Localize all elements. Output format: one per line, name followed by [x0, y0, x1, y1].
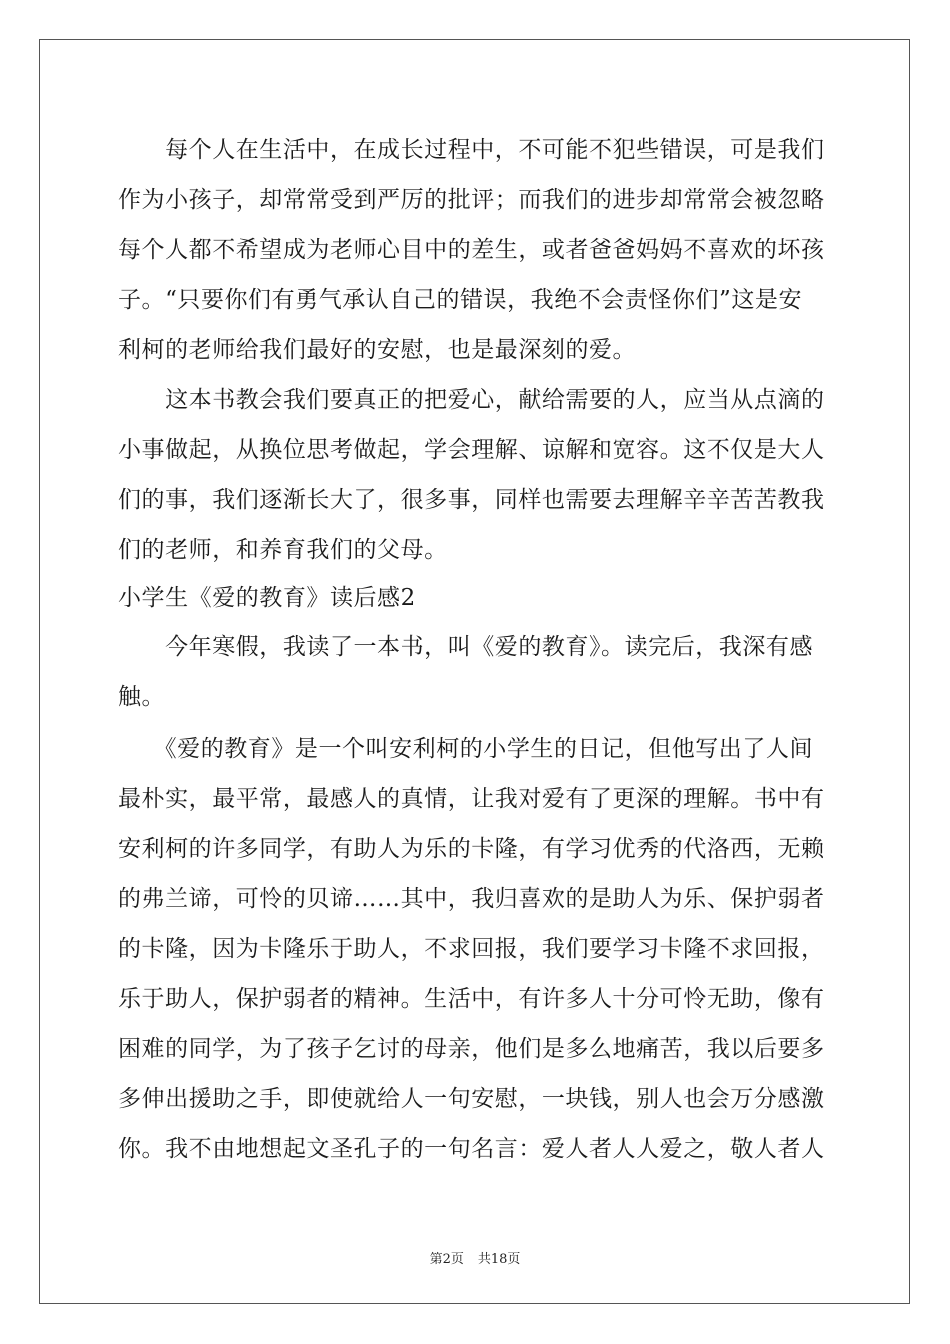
text-line: 们的老师，和养育我们的父母。: [118, 537, 448, 563]
text-line: 们的事，我们逐渐长大了，很多事，同样也需要去理解辛辛苦苦教我: [118, 487, 825, 513]
text-line: 每个人都不希望成为老师心目中的差生，或者爸爸妈妈不喜欢的坏孩: [118, 237, 825, 263]
text-line: 困难的同学，为了孩子乞讨的母亲，他们是多么地痛苦，我以后要多: [118, 1036, 825, 1062]
text-line: 作为小孩子，却常常受到严厉的批评；而我们的进步却常常会被忽略: [118, 187, 825, 213]
text-line: 子。“只要你们有勇气承认自己的错误，我绝不会责怪你们”这是安: [118, 287, 803, 313]
text-line: 最朴实，最平常，最感人的真情，让我对爱有了更深的理解。书中有: [118, 786, 825, 812]
text-line: 小事做起，从换位思考做起，学会理解、谅解和宽容。这不仅是大人: [118, 437, 825, 463]
text-line: 今年寒假，我读了一本书，叫《爱的教育》。读完后，我深有感: [118, 634, 813, 660]
text-line: 你。我不由地想起文圣孔子的一句名言：爱人者人人爱之，敬人者人: [118, 1136, 825, 1162]
text-line: 利柯的老师给我们最好的安慰，也是最深刻的爱。: [118, 337, 637, 363]
page-number: 第2页: [429, 1252, 464, 1267]
text-line: 安利柯的许多同学，有助人为乐的卡隆，有学习优秀的代洛西，无赖: [118, 836, 825, 862]
text-line: 的弗兰谛，可怜的贝谛……其中，我归喜欢的是助人为乐、保护弱者: [118, 886, 825, 912]
text-line: 多伸出援助之手，即使就给人一句安慰，一块钱，别人也会万分感激: [118, 1086, 825, 1112]
section-heading: 小学生《爱的教育》读后感2: [118, 585, 416, 611]
text-line: 触。: [118, 684, 166, 710]
text-line: 每个人在生活中，在成长过程中，不可能不犯些错误，可是我们: [118, 137, 825, 163]
page-footer: [0, 1248, 950, 1267]
text-line: 《爱的教育》是一个叫安利柯的小学生的日记，但他写出了人间: [118, 736, 813, 762]
text-line: 的卡隆，因为卡隆乐于助人，不求回报，我们要学习卡隆不求回报，: [118, 936, 825, 962]
text-line: 这本书教会我们要真正的把爱心，献给需要的人，应当从点滴的: [118, 387, 825, 413]
text-line: 乐于助人，保护弱者的精神。生活中，有许多人十分可怜无助，像有: [118, 986, 825, 1012]
page-total: 共18页: [477, 1252, 521, 1267]
